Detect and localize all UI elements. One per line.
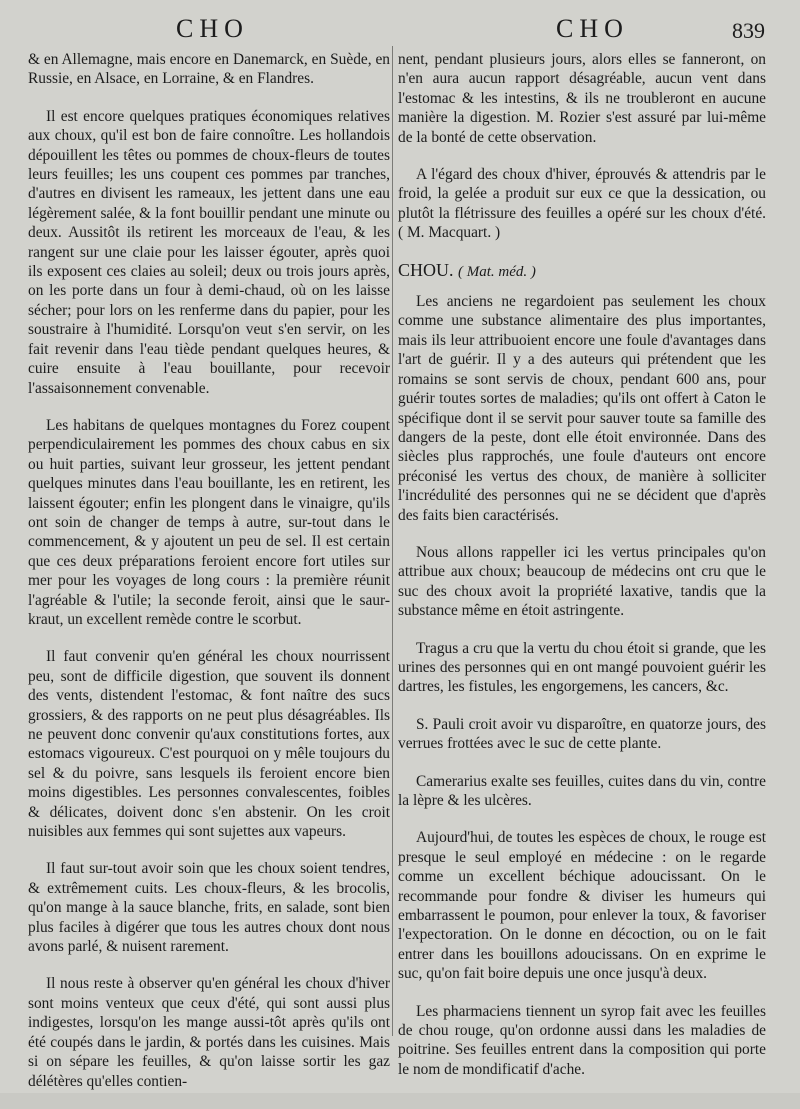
paragraph: nent, pendant plusieurs jours, alors elles se fanneront, on n'en aura aucun rapport désagréable, aucun vent dans l'estomac & les intestins, & ils ne troubleront en aucune manière la digestion. M. Rozier s'est assuré par lui-même de la bonté de cette observation. xyxy=(398,51,766,146)
paragraph: Camerarius exalte ses feuilles, cuites dans du vin, contre la lèpre & les ulcères. xyxy=(398,772,766,809)
header-left-word: CHO xyxy=(176,14,249,43)
paragraph: Tragus a cru que la vertu du chou étoit si grande, que les urines des personnes qui en ont mangé pouvoient guérir les dartres, les fistules, les engorgemens, les cancers, &c. xyxy=(398,639,766,696)
paragraph: Il est encore quelques pratiques économiques relatives aux choux, qu'il est bon de faire connoître. Les hollandois dépouillent les têtes ou pommes de choux-fleurs de toutes leurs feuilles; les uns coupent ces pommes par tranches, d'autres en divisent les rameaux, les jettent dans une eau légèrement salée, & la font bouillir pendant une minute ou deux. Aussitôt ils retirent les morceaux de l'eau, & les rangent sur une claie pour les laisser égouter, après quoi ils exposent ces claies au soleil; deux ou trois jours après, on les porte dans un four à demi-chaud, où on les laisse sécher; pour lors on les renferme dans du papier, pour les soustraire à l'humidité. Lorsqu'on veut s'en servir, on les fait revenir dans l'eau tiède pendant quelques heures, & cuire ensuite à l'eau bouillante, pour recevoir l'assaisonnement convenable. xyxy=(28,107,390,397)
paragraph: S. Pauli croit avoir vu disparoître, en quatorze jours, des verrues frottées avec le suc de cette plante. xyxy=(398,715,766,753)
paragraph: Il faut sur-tout avoir soin que les choux soient tendres, & extrêmement cuits. Les choux-fleurs, & les brocolis, qu'on mange à la sauce blanche, frits, en salade, sont bien plus faciles à digérer que tous les autres choux dont nous avons parlé, & nuisent rarement. xyxy=(28,860,390,956)
section-heading xyxy=(398,261,766,282)
paragraph: Nous allons rappeller ici les vertus principales qu'on attribue aux choux; beaucoup de médecins ont cru que le suc des choux avoit la propriété laxative, tandis que la substance même en étoit astringente. xyxy=(398,543,766,620)
paragraph: Les pharmaciens tiennent un syrop fait avec les feuilles de chou rouge, qu'on ordonne aussi dans les maladies de poitrine. Ses feuilles entrent dans la composition qui porte le nom de mondificatif d'ache. xyxy=(398,1002,766,1078)
paragraph: Les anciens ne regardoient pas seulement les choux comme une substance alimentaire des plus importantes, mais ils leur attribuoient encore une foule d'avantages dans l'art de guérir. Il y a des auteurs qui prétendent que les romains se sont servis de choux, pendant 600 ans, pour guérir toutes sortes de maladies; qu'ils ont offert à Caton le spécifique dont il se servit pour sauver toute sa famille des dangers de la peste, dont elle étoit environnée. Dans des siècles plus rapprochés, une foule d'auteurs ont encore préconisé les vertus des choux, de manière à solliciter l'incrédulité des personnes qui ne se décident que d'après des faits bien caractérisés. xyxy=(398,293,766,524)
header-right-word: CHO xyxy=(556,14,629,43)
right-column xyxy=(398,50,766,1097)
paragraph: & en Allemagne, mais encore en Danemarck, en Suède, en Russie, en Alsace, en Lorraine, & en Flandres. xyxy=(28,51,390,88)
running-header xyxy=(0,14,800,48)
section-subtitle: ( Mat. méd. ) xyxy=(458,263,536,280)
paragraph: Aujourd'hui, de toutes les espèces de choux, le rouge est presque le seul employé en médecine : on le regarde comme un excellent béchique adoucissant. On le recommande pour fondre & diviser les humeurs qui embarrassent le poumon, pour enlever la toux, & favoriser l'expectoration. On le donne en décoction, ou on le fait entrer dans les bouillons adoucissans. On en exprime le suc, qu'on fait boire depuis une once jusqu'à deux. xyxy=(398,829,766,983)
page-number: 839 xyxy=(732,18,765,43)
paragraph: Il faut convenir qu'en général les choux nourrissent peu, sont de difficile digestion, que souvent ils donnent des vents, distendent l'estomac, & font naître des sucs grossiers, & des rapports on ne peut plus désagréables. Ils ne peuvent donc convenir qu'aux constitutions fortes, aux estomacs vigoureux. C'est pourquoi on y mêle toujours du sel & du poivre, sans lesquels ils feroient encore bien moins digestibles. Les personnes convalescentes, foibles & délicates, doivent donc s'en abstenir. On les croit nuisibles aux femmes qui sont sujettes aux vapeurs. xyxy=(28,648,390,841)
paragraph: Il nous reste à observer qu'en général les choux d'hiver sont moins venteux que ceux d'été, qui sont aussi plus indigestes, lorsqu'on les mange aussi-tôt après qu'ils ont été coupés dans le jardin, & portés dans les cuisines. Mais si on sépare les feuilles, & qu'on laisse sortir les gaz délétères qu'elles contien- xyxy=(28,975,390,1090)
paragraph: A l'égard des choux d'hiver, éprouvés & attendris par le froid, la gelée a produit sur eux ce que la dessication, ou plutôt la flétrissure des feuilles a opéré sur les choux d'été. ( M. Macquart. ) xyxy=(398,166,766,242)
section-title: CHOU. xyxy=(398,259,454,280)
left-column xyxy=(28,50,390,1109)
paragraph: Les habitans de quelques montagnes du Forez coupent perpendiculairement les pommes des choux cabus en six ou huit parties, suivant leur grosseur, les jettent pendant quelques minutes dans l'eau bouillante, les en retirent, les laissent égouter; enfin les plongent dans le vinaigre, qu'ils ont soin de changer de temps à autre, sur-tout dans le commencement, & y ajoutent un peu de sel. Il est certain que ces deux préparations feroient encore fort utiles sur mer pour les voyages de long cours : la première réunit l'agréable & l'utile; la seconde feroit, ainsi que le saur-kraut, un excellent remède contre le scorbut. xyxy=(28,416,390,628)
column-divider xyxy=(392,46,393,1036)
